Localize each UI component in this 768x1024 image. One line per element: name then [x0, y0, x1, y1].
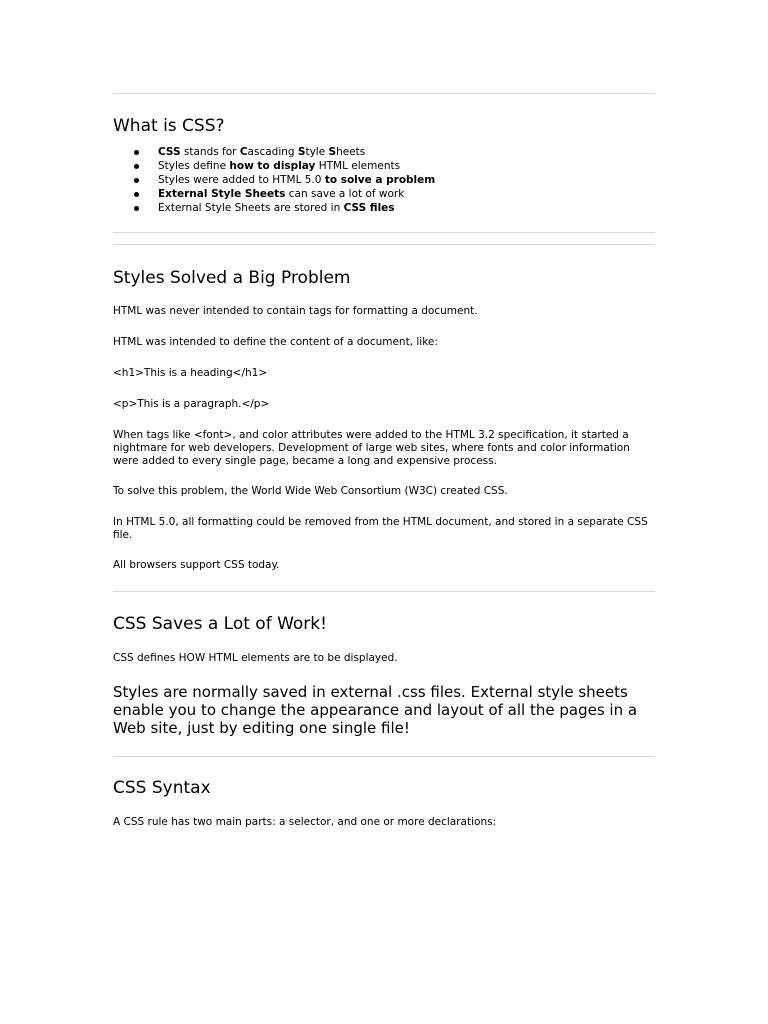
text: Styles define — [158, 160, 230, 172]
text: tyle — [305, 146, 329, 158]
text: HTML elements — [315, 160, 401, 172]
paragraph: HTML was intended to define the content of a document, like: — [113, 336, 438, 348]
bold-text: how to display — [229, 160, 316, 172]
divider — [113, 244, 655, 245]
code-example-paragraph: <p>This is a paragraph.</p> — [113, 398, 270, 410]
divider — [113, 756, 655, 757]
text: ascading — [247, 146, 298, 158]
list-item — [113, 159, 435, 173]
bold-text: S — [297, 146, 306, 158]
document-page — [113, 0, 655, 1024]
text: can save a lot of work — [285, 188, 405, 200]
heading-styles-solved: Styles Solved a Big Problem — [113, 268, 351, 288]
code-example-heading: <h1>This is a heading</h1> — [113, 367, 268, 379]
list-item — [113, 173, 435, 187]
bold-text: CSS — [158, 146, 181, 158]
paragraph: A CSS rule has two main parts: a selector, and one or more declarations: — [113, 816, 497, 828]
text: stands for — [180, 146, 240, 158]
paragraph: In HTML 5.0, all formatting could be removed from the HTML document, and stored in a separate CSS file. — [113, 516, 648, 541]
text: External Style Sheets are stored in — [158, 202, 344, 214]
list-item — [113, 145, 435, 159]
paragraph: CSS defines HOW HTML elements are to be displayed. — [113, 652, 398, 664]
heading-what-is-css: What is CSS? — [113, 116, 225, 136]
paragraph: HTML was never intended to contain tags for formatting a document. — [113, 305, 478, 317]
divider — [113, 232, 655, 233]
paragraph-large: Styles are normally saved in external .css files. External style sheets enable you to change the appearance and layout of all the pages in a Web site, just by editing one single file! — [113, 683, 638, 737]
css-facts-list — [113, 145, 435, 215]
list-item — [113, 187, 435, 201]
bold-text: C — [239, 146, 248, 158]
paragraph: To solve this problem, the World Wide Web Consortium (W3C) created CSS. — [113, 485, 508, 497]
text: Styles were added to HTML 5.0 — [158, 174, 325, 186]
divider-top — [113, 93, 655, 94]
heading-css-syntax: CSS Syntax — [113, 778, 211, 798]
bold-text: CSS files — [343, 202, 395, 214]
list-item — [113, 201, 435, 215]
paragraph: All browsers support CSS today. — [113, 559, 280, 571]
bold-text: External Style Sheets — [158, 188, 286, 200]
bold-text: S — [328, 146, 337, 158]
paragraph: When tags like <font>, and color attributes were added to the HTML 3.2 specification, it started a nightmare for web developers. Development of large web sites, where fonts and color information were added to every single page, became a long and expensive process. — [113, 429, 630, 467]
text: heets — [336, 146, 366, 158]
bold-text: to solve a problem — [324, 174, 436, 186]
divider — [113, 591, 655, 592]
heading-css-saves-work: CSS Saves a Lot of Work! — [113, 614, 327, 634]
